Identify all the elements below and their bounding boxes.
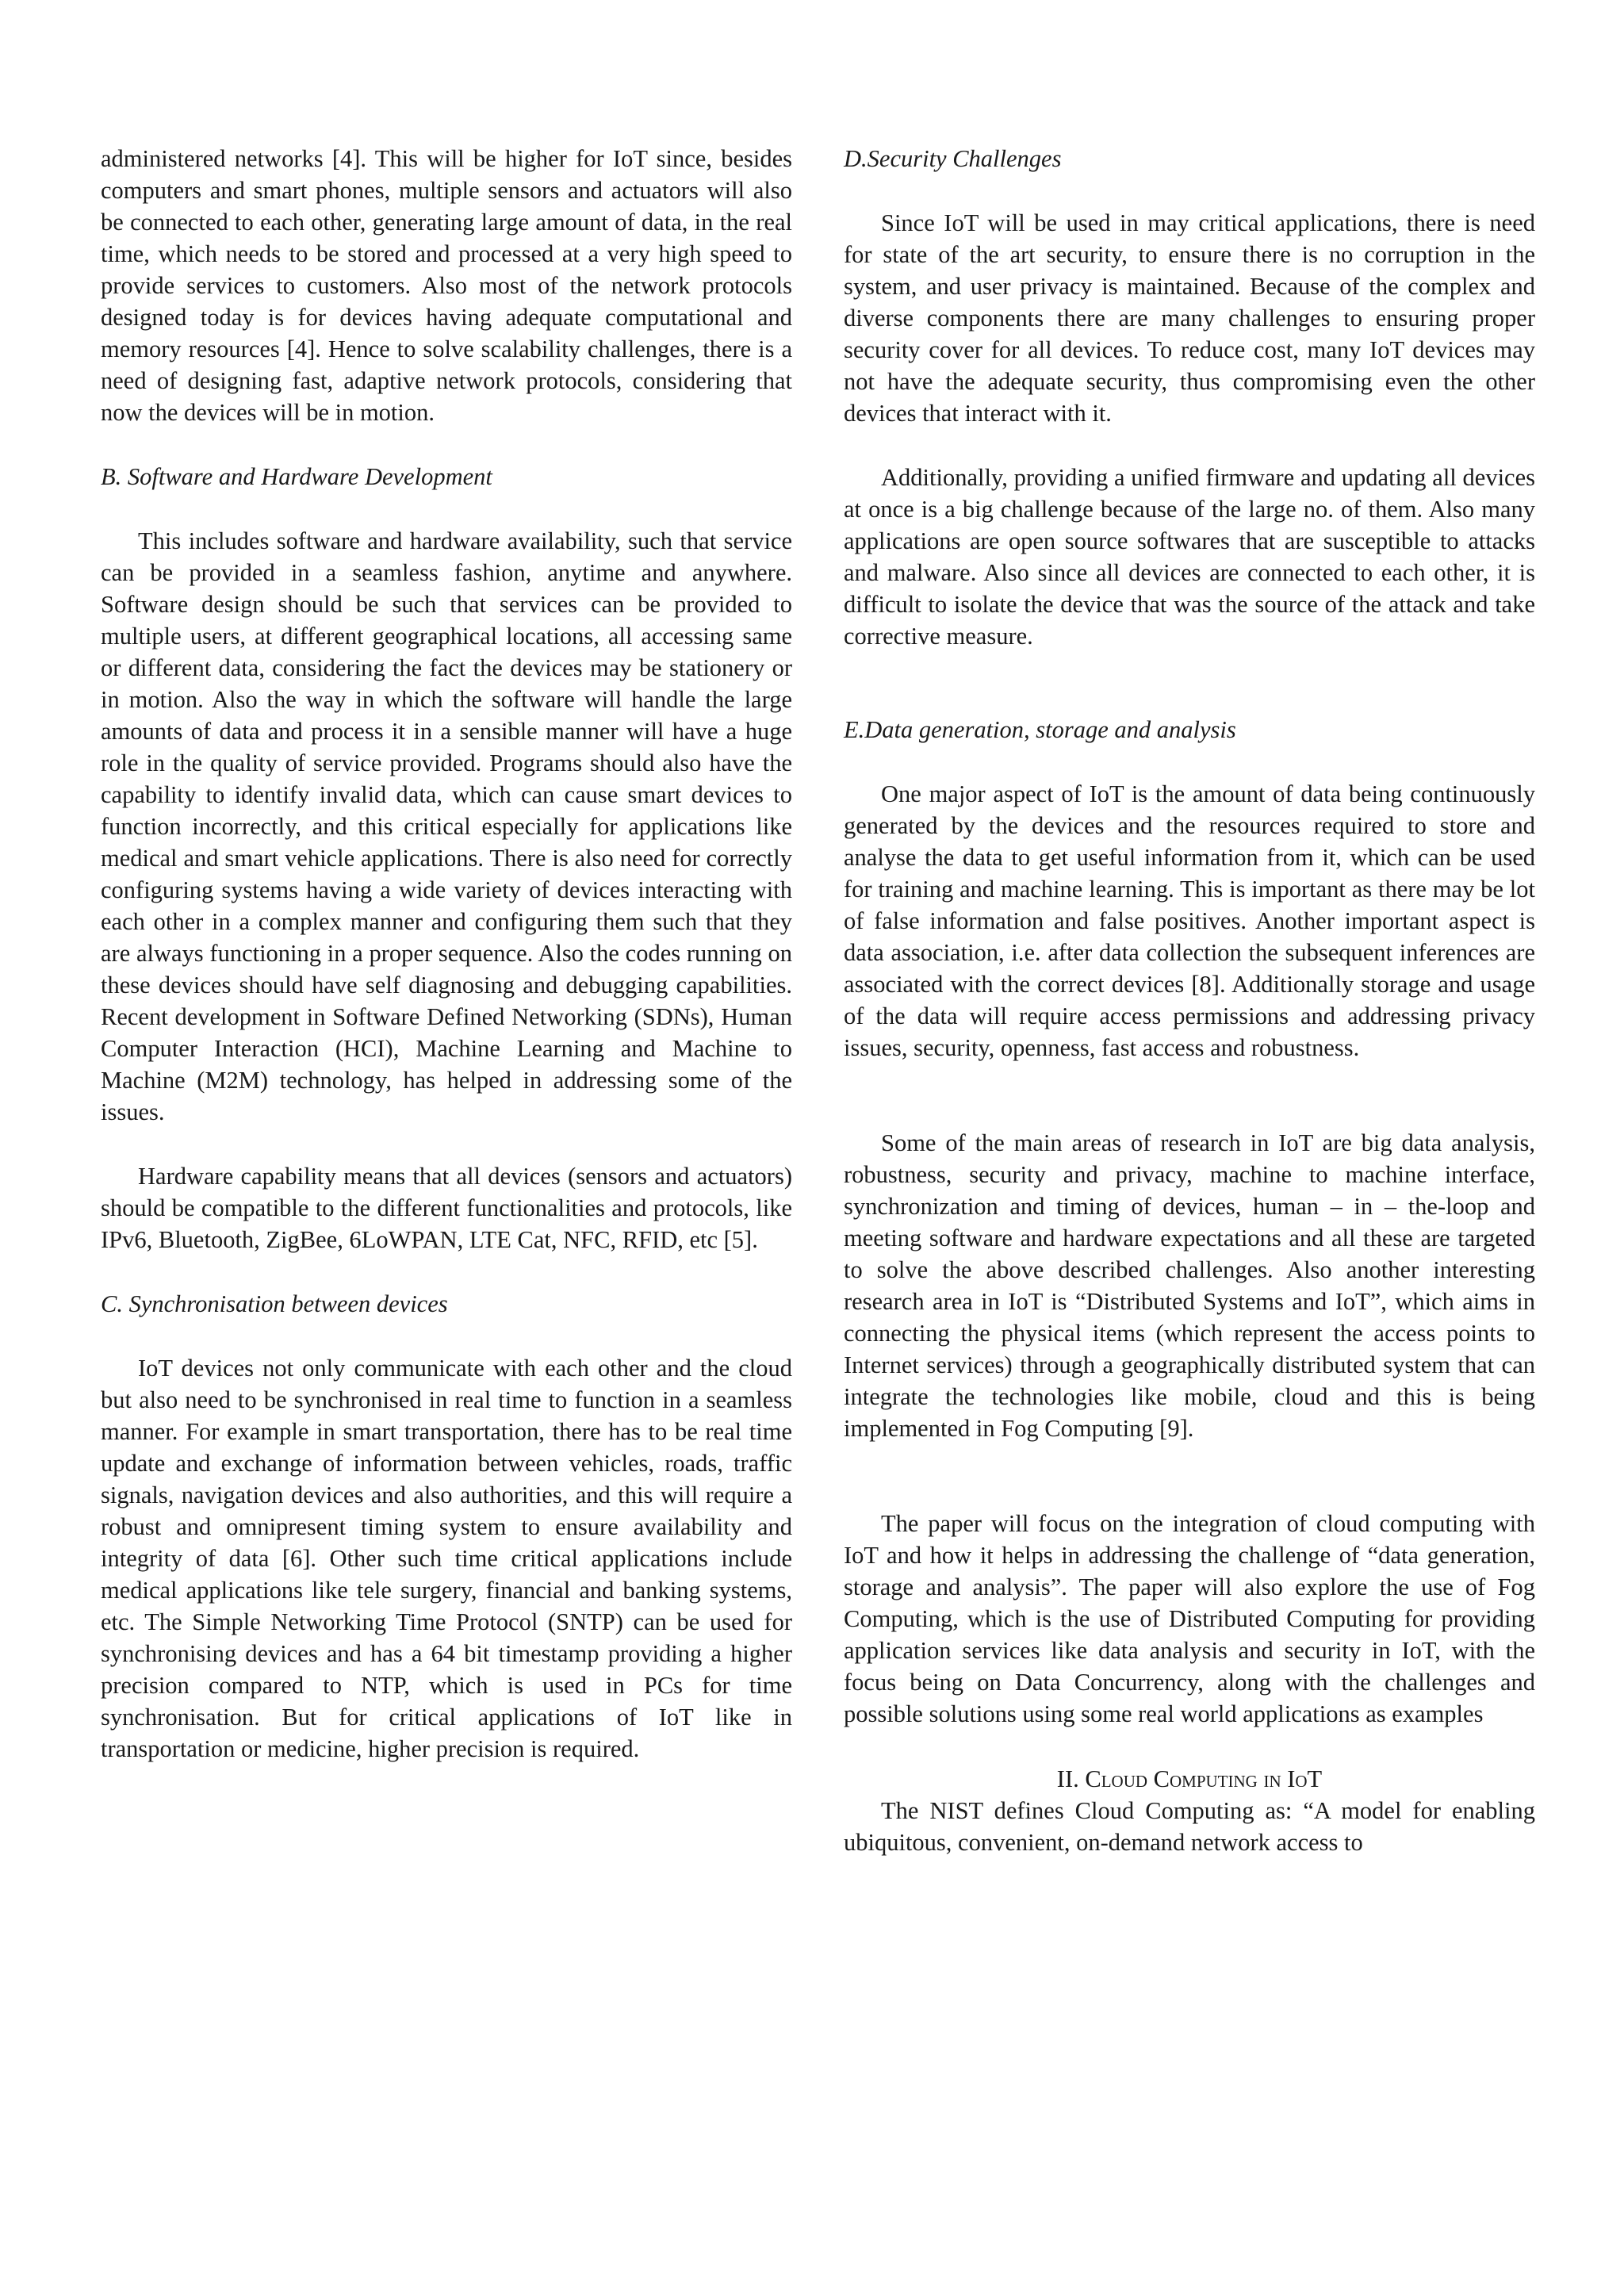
section-c-paragraph-1: IoT devices not only communicate with each other and the cloud but also need to be synchronised in real time to function in a seamless manner. For example in smart transportation, there has to be real time update and exchange of information between vehicles, roads, traffic signals, navigation devices and also authorities, and this will require a robust and omnipresent timing system to ensure availability and integrity of data [6]. Other such time critical applications include medical applications like tele surgery, financial and banking systems, etc. The Simple Networking Time Protocol (SNTP) can be used for synchronising devices and has a 64 bit timestamp providing a higher precision compared to NTP, which is used in PCs for time synchronisation. But for critical applications of IoT like in transportation or medicine, higher precision is required. bbox=[101, 1355, 792, 1762]
section-e-paragraph-1: One major aspect of IoT is the amount of data being continuously generated by the devices and the resources required to store and analyse the data to get useful information from it, which can be used for training and machine learning. This is important as there may be lot of false information and false positives. Another important aspect is data association, i.e. after data collection the subsequent inferences are associated with the correct devices [8]. Additionally storage and usage of the data will require access permissions and addressing privacy issues, security, openness, fast access and robustness. bbox=[844, 780, 1535, 1061]
section-ii-heading: II. Cloud Computing in IoT bbox=[1056, 1765, 1323, 1792]
section-ii-paragraph-1: The NIST defines Cloud Computing as: “A model for enabling ubiquitous, convenient, on-demand network access to bbox=[844, 1797, 1535, 1856]
intro-continuation-paragraph: administered networks [4]. This will be higher for IoT since, besides computers and smart phones, multiple sensors and actuators will also be connected to each other, generating large amount of data, in the real time, which needs to be stored and processed at a very high speed to provide services to customers. Also most of the network protocols designed today is for devices having adequate computational and memory resources [4]. Hence to solve scalability challenges, there is a need of designing fast, adaptive network protocols, considering that now the devices will be in motion. bbox=[101, 145, 792, 426]
section-d-paragraph-1: Since IoT will be used in may critical applications, there is need for state of the art security, to ensure there is no corruption in the system, and user privacy is maintained. Because of the complex and diverse components there are many challenges to ensuring proper security cover for all devices. To reduce cost, many IoT devices may not have the adequate security, thus compromising even the other devices that interact with it. bbox=[844, 209, 1535, 427]
section-b-paragraph-1: This includes software and hardware availability, such that service can be provided in a seamless fashion, anytime and anywhere. Software design should be such that services can be provided to multiple users, at different geographical locations, all accessing same or different data, considering the fact the devices may be stationery or in motion. Also the way in which the software will handle the large amounts of data and process it in a sensible manner will have a huge role in the quality of service provided. Programs should also have the capability to identify invalid data, which can cause smart devices to function incorrectly, and this critical especially for applications like medical and smart vehicle applications. There is also need for correctly configuring systems having a wide variety of devices interacting with each other in a complex manner and configuring them such that they are always functioning in a proper sequence. Also the codes running on these devices should have self diagnosing and debugging capabilities. Recent development in Software Defined Networking (SDNs), Human Computer Interaction (HCI), Machine Learning and Machine to Machine (M2M) technology, has helped in addressing some of the issues. bbox=[101, 527, 792, 1125]
left-column bbox=[101, 143, 792, 1765]
section-e-heading: E.Data generation, storage and analysis bbox=[844, 716, 1236, 743]
right-column bbox=[844, 143, 1535, 1858]
section-c-heading: C. Synchronisation between devices bbox=[101, 1290, 448, 1317]
section-e-paragraph-3: The paper will focus on the integration of cloud computing with IoT and how it helps in addressing the challenge of “data generation, storage and analysis”. The paper will also explore the use of Fog Computing, which is the use of Distributed Computing for providing application services like data analysis and security in IoT, with the focus being on Data Concurrency, along with the challenges and possible solutions using some real world applications as examples bbox=[844, 1510, 1535, 1727]
section-d-heading: D.Security Challenges bbox=[844, 145, 1062, 172]
section-e-paragraph-2: Some of the main areas of research in IoT are big data analysis, robustness, security and privacy, machine to machine interface, synchronization and timing of devices, human – in – the-loop and meeting software and hardware expectations and all these are targeted to solve the above described challenges. Also another interesting research area in IoT is “Distributed Systems and IoT”, which aims in connecting the physical items (which represent the access points to Internet services) through a geographically distributed system that can integrate the technologies like mobile, cloud and this is being implemented in Fog Computing [9]. bbox=[844, 1129, 1535, 1442]
section-d-paragraph-2: Additionally, providing a unified firmware and updating all devices at once is a big challenge because of the large no. of them. Also many applications are open source softwares that are susceptible to attacks and malware. Also since all devices are connected to each other, it is difficult to isolate the device that was the source of the attack and take corrective measure. bbox=[844, 464, 1535, 650]
section-b-paragraph-2: Hardware capability means that all devices (sensors and actuators) should be compatible to the different functionalities and protocols, like IPv6, Bluetooth, ZigBee, 6LoWPAN, LTE Cat, NFC, RFID, etc [5]. bbox=[101, 1163, 792, 1253]
section-b-heading: B. Software and Hardware Development bbox=[101, 463, 492, 490]
